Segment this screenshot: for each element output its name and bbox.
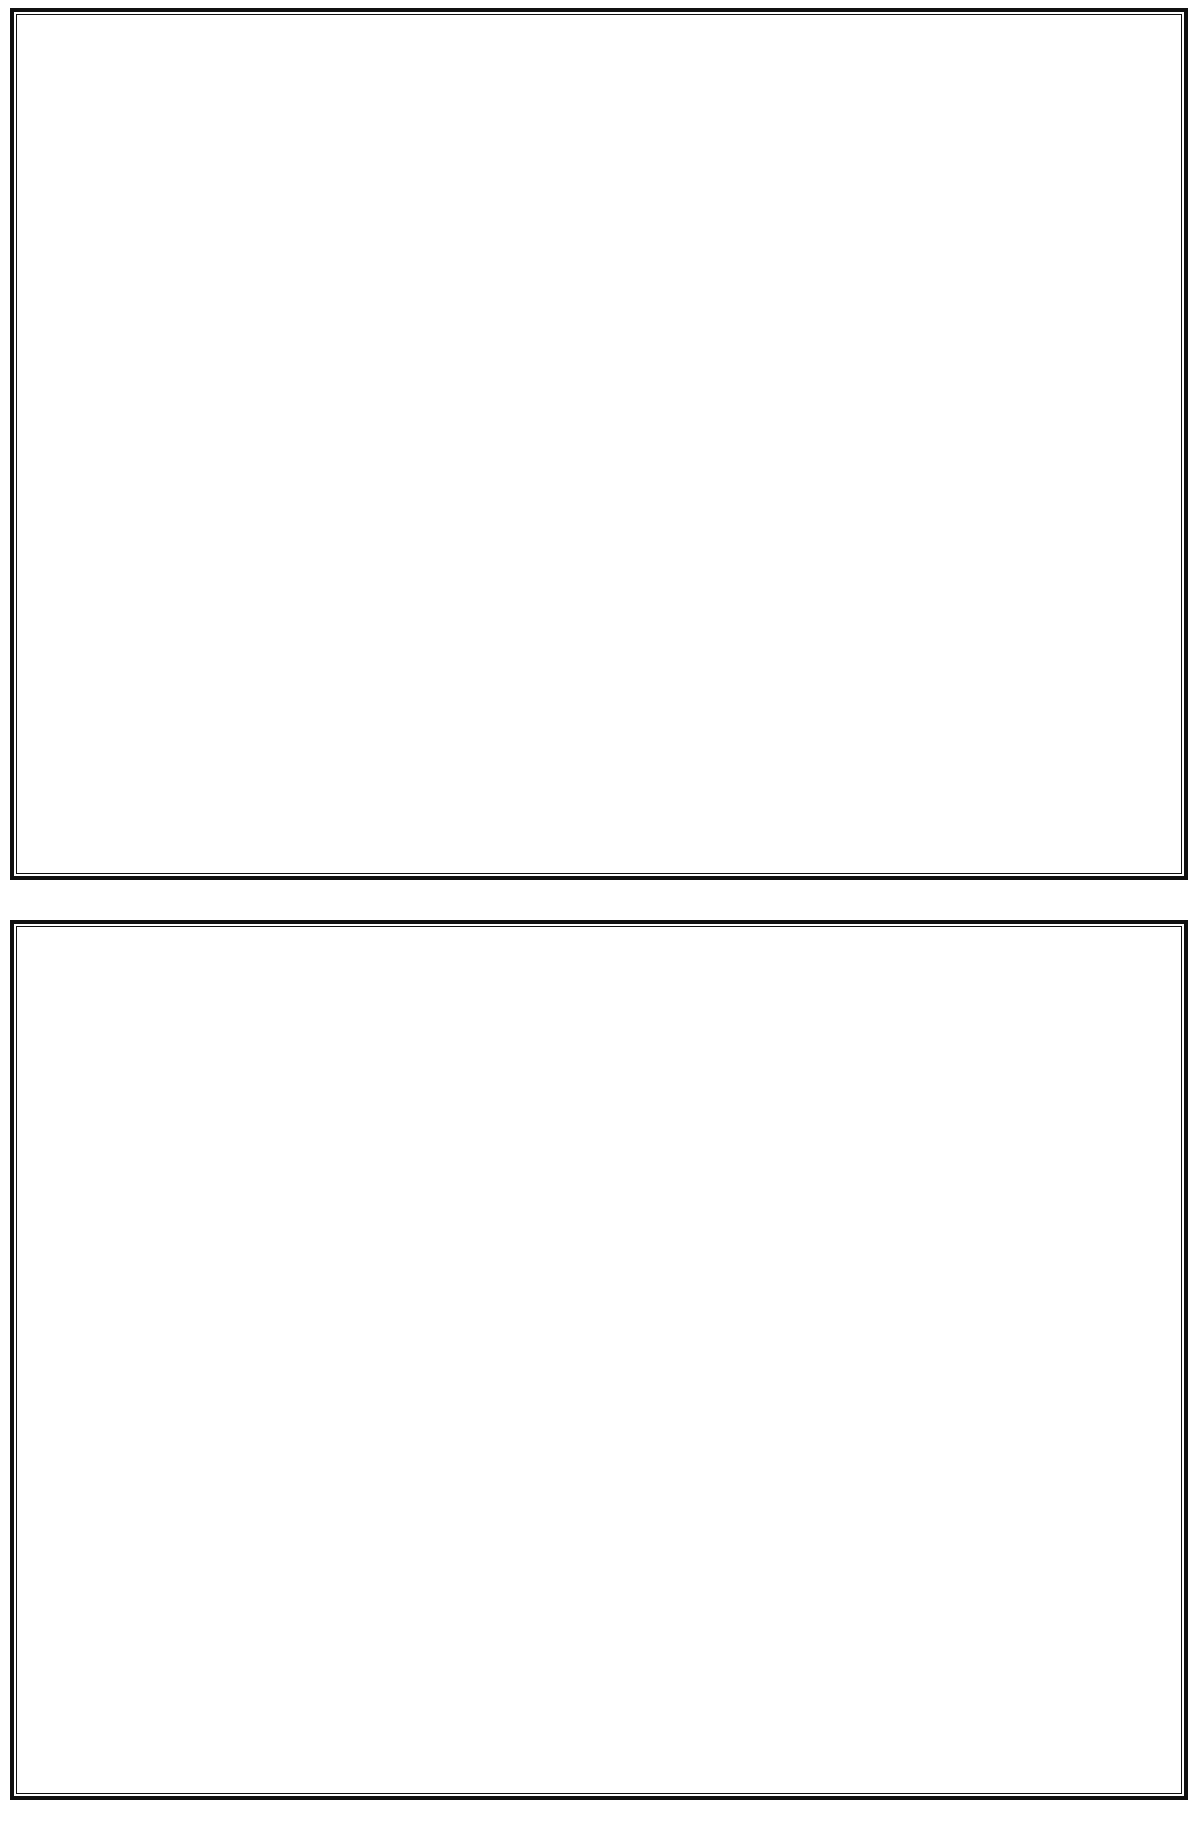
upper-columns <box>20 18 1178 870</box>
lower-columns <box>20 930 1178 1790</box>
upper-page <box>10 8 1188 880</box>
lower-page <box>10 920 1188 1800</box>
